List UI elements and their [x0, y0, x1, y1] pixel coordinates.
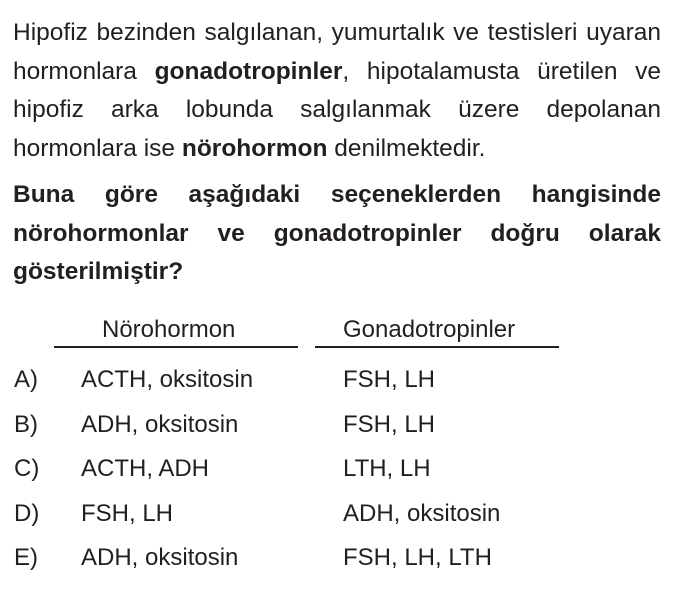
option-a[interactable]	[0, 366, 687, 411]
column-underline-1	[54, 346, 298, 348]
option-letter: B)	[14, 410, 38, 438]
stem-text-3: denilmektedir.	[327, 134, 486, 162]
option-neurohormone: FSH, LH	[81, 499, 174, 527]
column-header-gonadotropinler: Gonadotropinler	[343, 316, 516, 343]
column-header-norohormon: Nörohormon	[102, 316, 236, 343]
stem-bold-gonadotropinler: gonadotropinler	[154, 57, 343, 85]
option-gonadotropin: FSH, LH	[343, 410, 436, 438]
option-e[interactable]	[0, 544, 687, 589]
option-gonadotropin: FSH, LH	[343, 366, 436, 393]
option-d[interactable]	[0, 500, 687, 545]
option-neurohormone: ADH, oksitosin	[81, 410, 239, 438]
option-gonadotropin: LTH, LH	[343, 455, 431, 482]
stem-text-1: Hipofiz bezinden salgılanan, yumurtalık ve testisleri uyaran hormonlara	[13, 19, 661, 85]
option-gonadotropin: ADH, oksitosin	[343, 499, 501, 527]
option-letter: A)	[14, 366, 38, 393]
option-neurohormone: ACTH, oksitosin	[81, 366, 254, 393]
option-neurohormone: ADH, oksitosin	[81, 544, 239, 571]
stem-bold-norohormon: nörohormon	[181, 134, 328, 162]
option-letter: D)	[14, 499, 40, 527]
option-neurohormone: ACTH, ADH	[81, 455, 210, 482]
column-underline-2	[315, 346, 559, 348]
stem-text-2: , hipotalamusta üretilen ve hipofiz arka lobunda salgılanmak üzere depolanan hormonlara ise	[13, 57, 661, 162]
option-c[interactable]	[0, 455, 687, 500]
answer-options	[0, 366, 687, 589]
option-b[interactable]	[0, 411, 687, 456]
option-letter: E)	[14, 544, 38, 571]
option-gonadotropin: FSH, LH, LTH	[343, 544, 492, 571]
question-prompt: Buna göre aşağıdaki seçeneklerden hangisinde nörohormonlar ve gonadotropinler doğru olarak gösterilmiştir?	[13, 181, 661, 285]
question-stem-paragraph	[13, 14, 661, 168]
option-letter: C)	[14, 455, 40, 482]
